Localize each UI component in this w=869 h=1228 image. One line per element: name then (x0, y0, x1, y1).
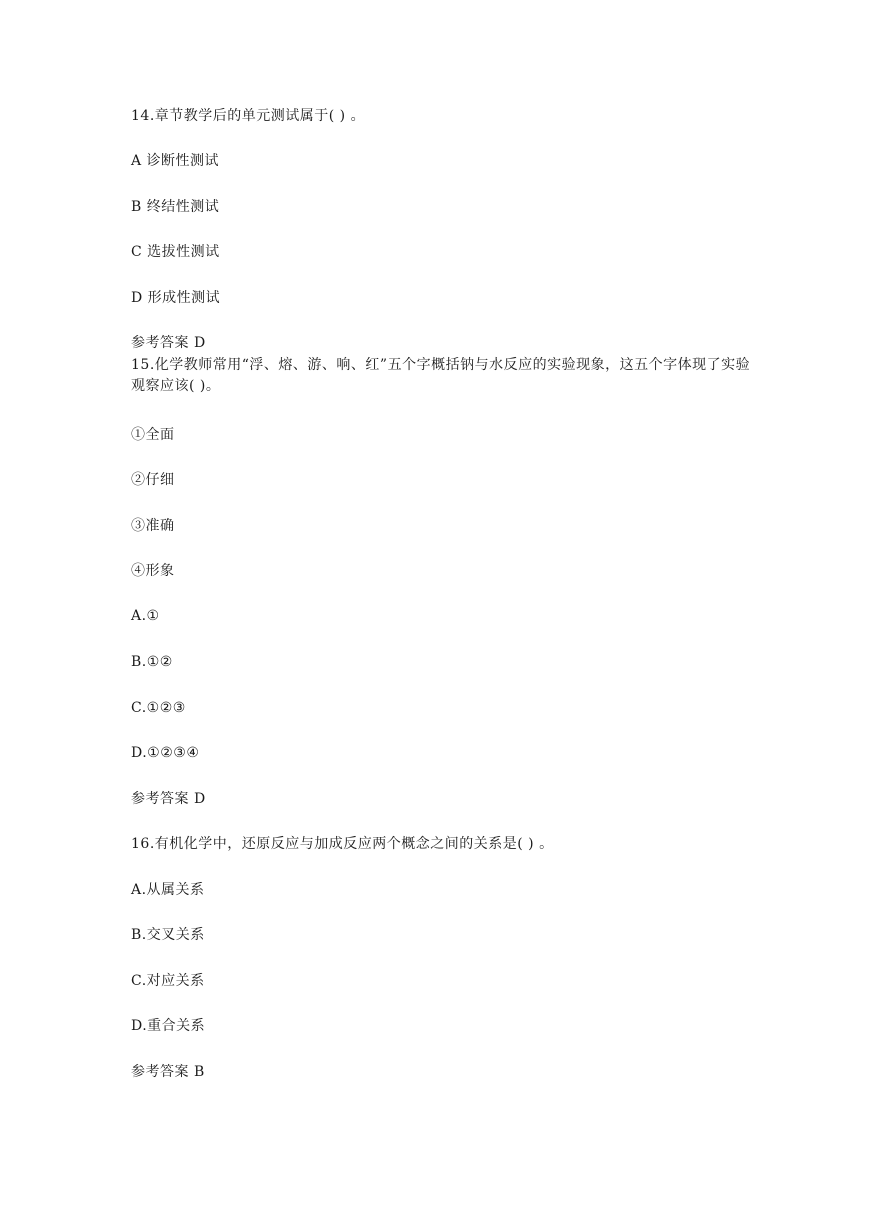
question-16-answer: 参考答案 B (131, 1064, 205, 1080)
question-14-answer: 参考答案 D (131, 335, 206, 351)
question-14-stem: 14.章节教学后的单元测试属于( ) 。 (131, 108, 366, 124)
question-16-option-d: D.重合关系 (131, 1018, 206, 1034)
question-15-item-2: ②仔细 (131, 472, 175, 488)
question-14-option-d: D 形成性测试 (131, 290, 221, 306)
question-15-option-c: C.①②③ (131, 700, 186, 716)
question-16-stem: 16.有机化学中，还原反应与加成反应两个概念之间的关系是( ) 。 (131, 836, 554, 852)
question-15-item-3: ③准确 (131, 518, 175, 534)
question-15-item-1: ①全面 (131, 427, 175, 443)
question-15-option-b: B.①② (131, 654, 173, 670)
question-14-option-a: A 诊断性测试 (131, 153, 220, 169)
question-16-option-b: B.交叉关系 (131, 927, 205, 943)
question-16-option-c: C.对应关系 (131, 973, 205, 989)
question-14-option-b: B 终结性测试 (131, 199, 220, 215)
question-15-answer: 参考答案 D (131, 791, 206, 807)
question-15-stem: 15.化学教师常用“浮、熔、游、响、红”五个字概括钠与水反应的实验现象，这五个字体现了实验观察应该( )。 (131, 357, 751, 394)
question-15-option-d: D.①②③④ (131, 745, 200, 761)
question-15-item-4: ④形象 (131, 563, 175, 579)
question-14-option-c: C 选拔性测试 (131, 244, 220, 260)
question-15-option-a: A.① (131, 608, 160, 624)
question-16-option-a: A.从属关系 (131, 882, 205, 898)
